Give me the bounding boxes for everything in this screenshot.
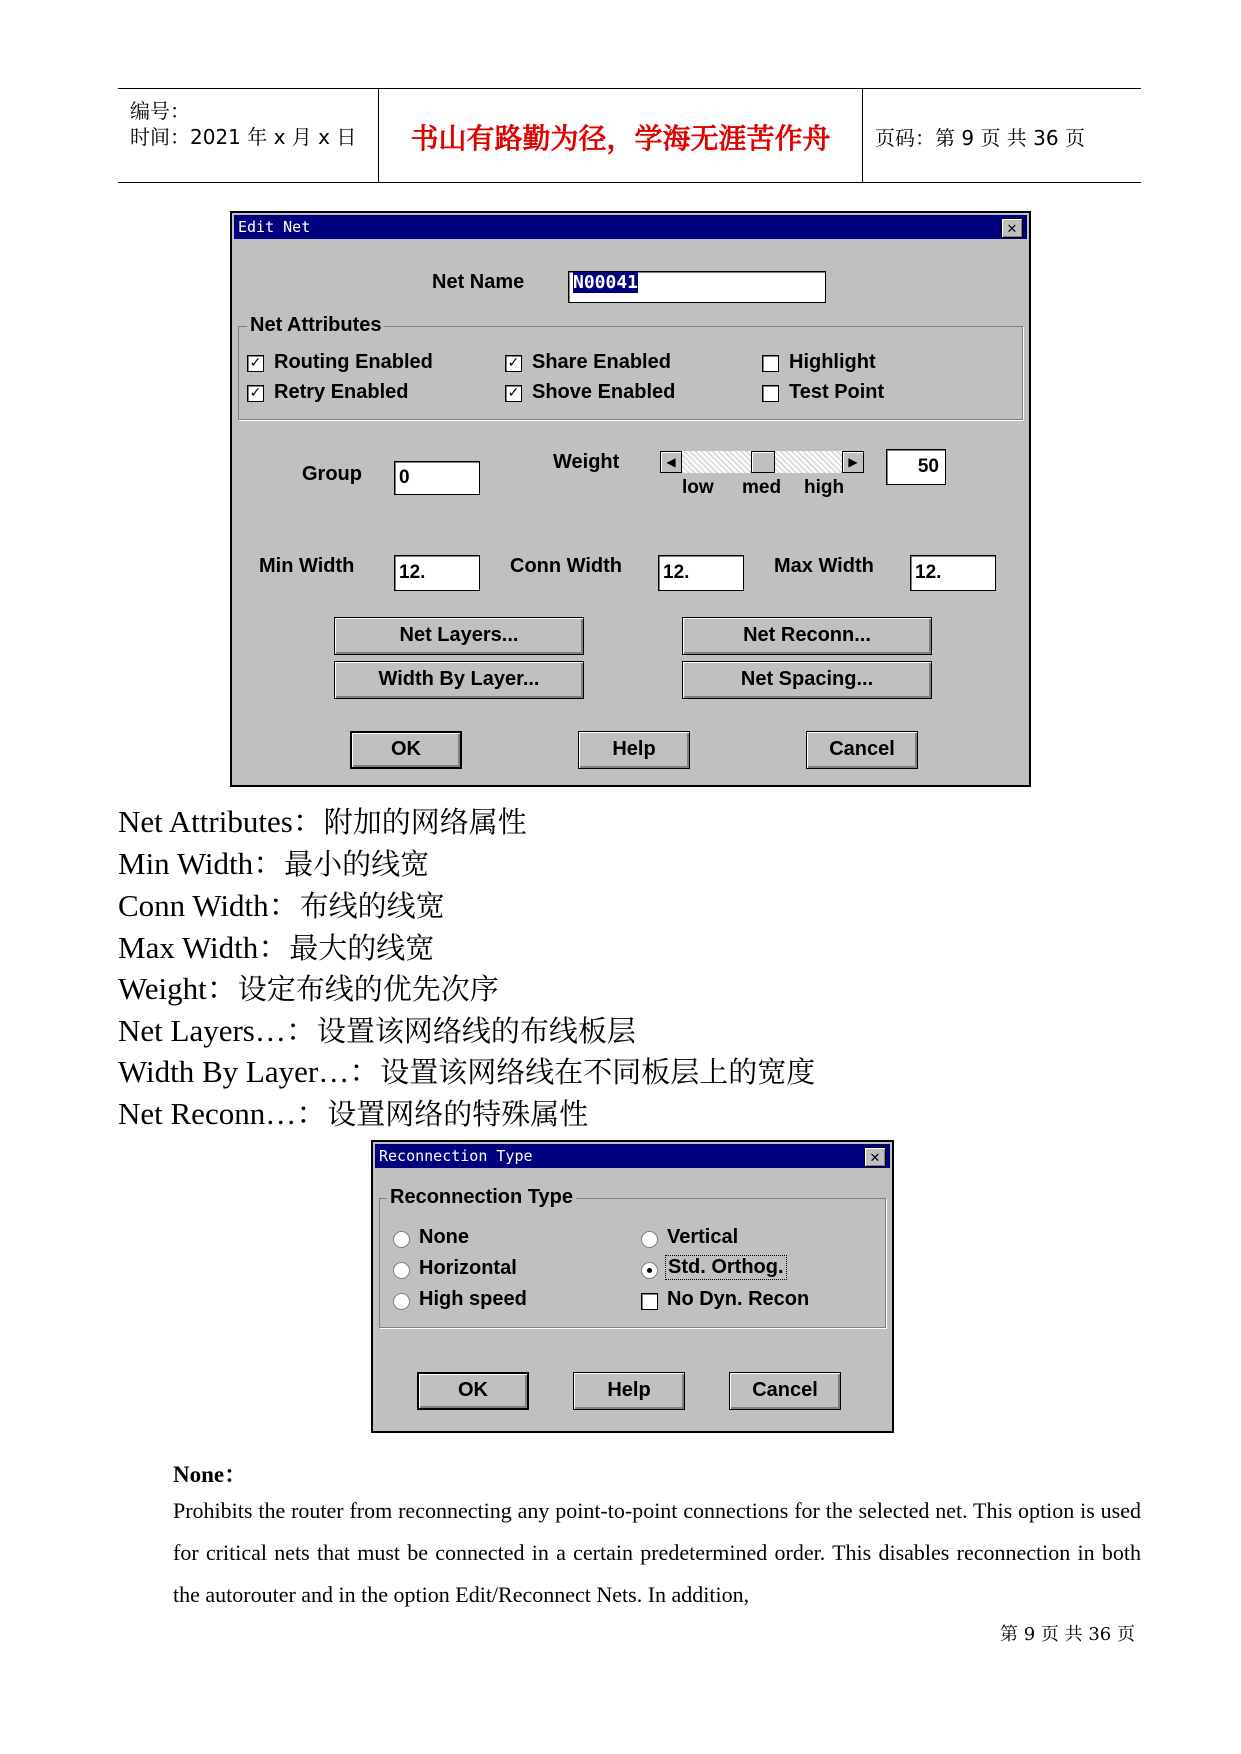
net-attributes-title: Net Attributes bbox=[247, 314, 384, 337]
edit-net-titlebar bbox=[234, 215, 1027, 239]
test-point-label: Test Point bbox=[789, 381, 885, 403]
cancel-button[interactable]: Cancel bbox=[729, 1372, 841, 1410]
net-spacing-button[interactable]: Net Spacing... bbox=[682, 661, 932, 699]
definition-item: Min Width：最小的线宽 bbox=[118, 846, 430, 881]
cancel-button[interactable]: Cancel bbox=[806, 731, 918, 769]
page-header bbox=[118, 88, 1141, 183]
definition-item: Net Reconn…：设置网络的特殊属性 bbox=[118, 1096, 589, 1131]
net-name-field[interactable] bbox=[568, 271, 826, 303]
shove-enabled-checkbox[interactable]: ✓ bbox=[505, 385, 522, 402]
no-dyn-recon-checkbox[interactable] bbox=[641, 1293, 658, 1310]
slider-high-label: high bbox=[804, 477, 845, 498]
net-reconn-button[interactable]: Net Reconn... bbox=[682, 617, 932, 655]
slider-thumb[interactable] bbox=[751, 451, 775, 473]
definition-item: Weight：设定布线的优先次序 bbox=[118, 971, 499, 1006]
high-speed-label: High speed bbox=[419, 1288, 527, 1310]
routing-enabled-label: Routing Enabled bbox=[274, 351, 433, 373]
reconnection-title: Reconnection Type bbox=[379, 1147, 533, 1165]
definition-item: Width By Layer…：设置该网络线在不同板层上的宽度 bbox=[118, 1054, 816, 1089]
section-heading: None： bbox=[173, 1462, 248, 1487]
conn-width-label: Conn Width bbox=[510, 555, 623, 577]
test-point-checkbox[interactable] bbox=[762, 385, 779, 402]
help-button[interactable]: Help bbox=[573, 1372, 685, 1410]
routing-enabled-checkbox[interactable]: ✓ bbox=[247, 355, 264, 372]
std-orthog-radio[interactable] bbox=[641, 1262, 658, 1279]
net-layers-button[interactable]: Net Layers... bbox=[334, 617, 584, 655]
max-width-field[interactable]: 12. bbox=[910, 555, 996, 591]
none-radio[interactable] bbox=[393, 1231, 410, 1248]
retry-enabled-checkbox[interactable]: ✓ bbox=[247, 385, 264, 402]
header-motto: 书山有路勤为径，学海无涯苦作舟 bbox=[410, 122, 831, 155]
reconnection-group-title: Reconnection Type bbox=[387, 1186, 576, 1209]
definition-item: Net Attributes：附加的网络属性 bbox=[118, 804, 527, 839]
shove-enabled-label: Shove Enabled bbox=[532, 381, 676, 403]
definition-item: Max Width：最大的线宽 bbox=[118, 930, 435, 965]
weight-slider[interactable] bbox=[660, 451, 864, 473]
header-motto-cell bbox=[379, 89, 863, 182]
scroll-left-icon[interactable]: ◀ bbox=[660, 451, 682, 473]
reconnection-titlebar bbox=[375, 1144, 890, 1168]
conn-width-field[interactable]: 12. bbox=[658, 555, 744, 591]
highlight-checkbox[interactable] bbox=[762, 355, 779, 372]
document-time-label: 时间：2021 年 x 月 x 日 bbox=[130, 125, 357, 149]
max-width-label: Max Width bbox=[774, 555, 874, 577]
net-name-value: N00041 bbox=[573, 272, 639, 293]
weight-label: Weight bbox=[553, 451, 620, 473]
definition-item: Net Layers…：设置该网络线的布线板层 bbox=[118, 1013, 636, 1048]
slider-med-label: med bbox=[742, 477, 782, 498]
slider-low-label: low bbox=[682, 477, 714, 498]
definition-item: Conn Width：布线的线宽 bbox=[118, 888, 445, 923]
share-enabled-checkbox[interactable]: ✓ bbox=[505, 355, 522, 372]
document-number-label: 编号： bbox=[130, 99, 190, 123]
group-field[interactable]: 0 bbox=[394, 461, 480, 495]
ok-button[interactable]: OK bbox=[350, 731, 462, 769]
none-label: None bbox=[419, 1226, 469, 1248]
edit-net-dialog bbox=[230, 211, 1031, 787]
net-name-label: Net Name bbox=[432, 271, 525, 293]
help-button[interactable]: Help bbox=[578, 731, 690, 769]
share-enabled-label: Share Enabled bbox=[532, 351, 671, 373]
body-paragraph: Prohibits the router from reconnecting any point-to-point connections for the selected net. This option is used for critical nets that must be connected in a certain predetermined order. This disables reconnection in both the autorouter and in the option Edit/Reconnect Nets. In addition, bbox=[173, 1498, 1141, 1607]
highlight-label: Highlight bbox=[789, 351, 876, 373]
min-width-field[interactable]: 12. bbox=[394, 555, 480, 591]
vertical-radio[interactable] bbox=[641, 1231, 658, 1248]
width-by-layer-button[interactable]: Width By Layer... bbox=[334, 661, 584, 699]
no-dyn-recon-label: No Dyn. Recon bbox=[667, 1288, 810, 1310]
ok-button[interactable]: OK bbox=[417, 1372, 529, 1410]
weight-value-field[interactable]: 50 bbox=[886, 449, 946, 485]
vertical-label: Vertical bbox=[667, 1226, 739, 1248]
std-orthog-label: Std. Orthog. bbox=[665, 1255, 787, 1280]
reconnection-type-dialog bbox=[371, 1140, 894, 1433]
header-left-cell bbox=[118, 89, 379, 182]
scroll-right-icon[interactable]: ▶ bbox=[842, 451, 864, 473]
horizontal-radio[interactable] bbox=[393, 1262, 410, 1279]
close-icon[interactable]: ✕ bbox=[864, 1147, 886, 1167]
edit-net-title: Edit Net bbox=[238, 218, 311, 236]
retry-enabled-label: Retry Enabled bbox=[274, 381, 409, 403]
close-icon[interactable]: ✕ bbox=[1001, 218, 1023, 238]
group-label: Group bbox=[302, 463, 362, 485]
high-speed-radio[interactable] bbox=[393, 1293, 410, 1310]
min-width-label: Min Width bbox=[259, 555, 355, 577]
header-page-number: 页码：第 9 页 共 36 页 bbox=[875, 126, 1085, 150]
horizontal-label: Horizontal bbox=[419, 1257, 517, 1279]
page-footer: 第 9 页 共 36 页 bbox=[1000, 1624, 1135, 1645]
